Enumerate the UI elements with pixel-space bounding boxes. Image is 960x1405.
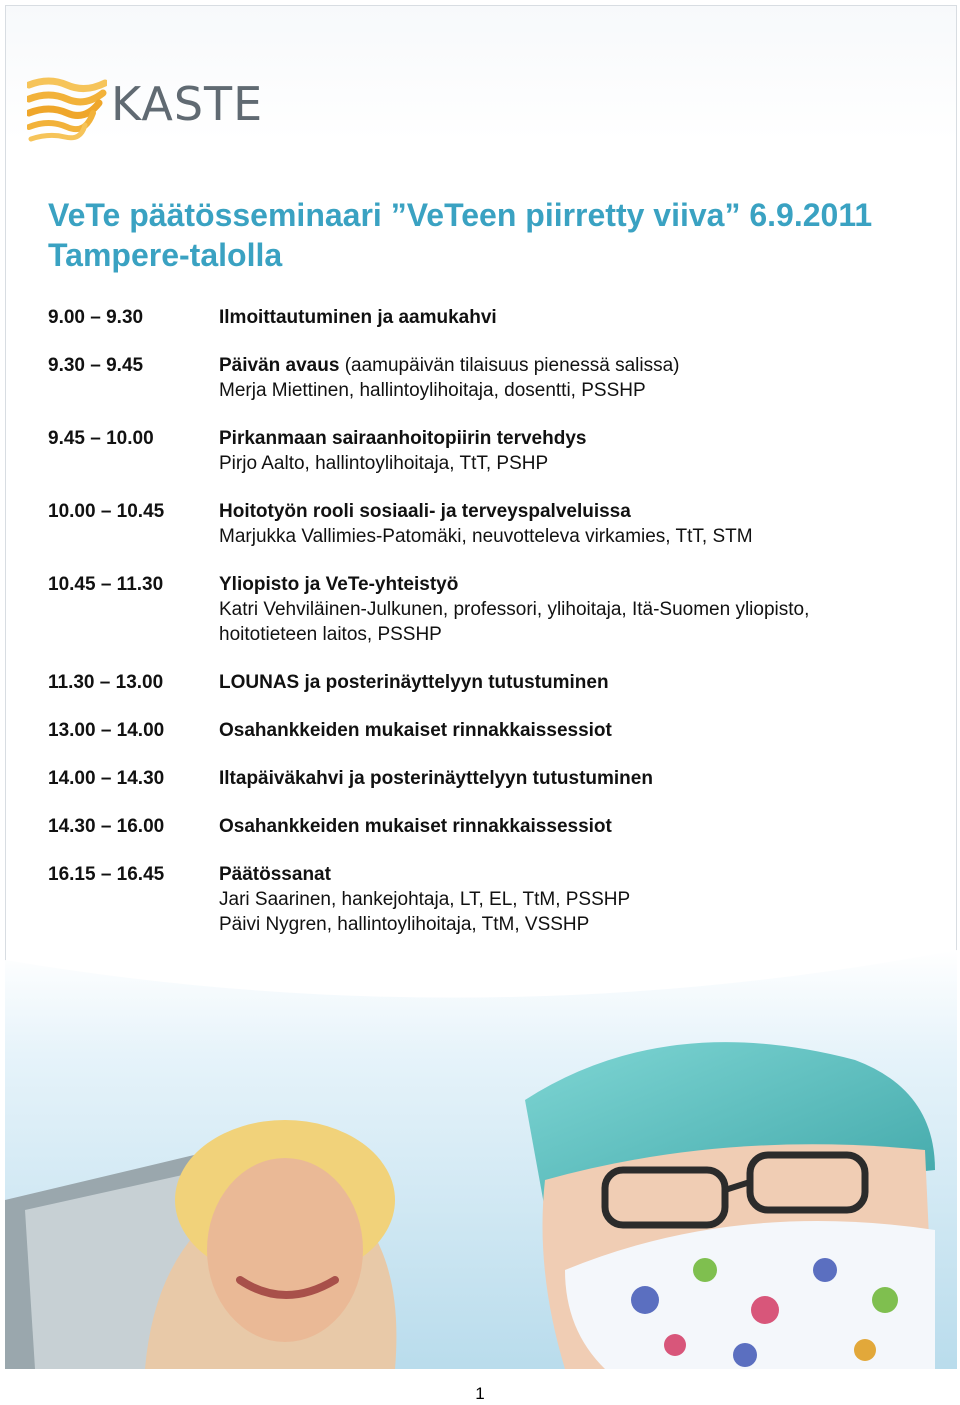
agenda-time: 13.00 – 14.00 [48, 720, 165, 741]
agenda-title: Iltapäiväkahvi ja posterinäyttelyyn tutustuminen [219, 768, 653, 789]
agenda-time: 9.00 – 9.30 [48, 307, 144, 328]
agenda-item [48, 499, 948, 549]
agenda-title-line [219, 718, 919, 743]
agenda-list [48, 305, 948, 937]
agenda-item [48, 718, 948, 743]
agenda-title-line [219, 426, 919, 451]
page-number: 1 [475, 1384, 485, 1403]
agenda-description [219, 814, 919, 839]
agenda-title-line [219, 305, 919, 330]
agenda-title: Yliopisto ja VeTe-yhteistyö [219, 574, 459, 595]
agenda-speaker: Merja Miettinen, hallintoylihoitaja, dosentti, PSSHP [219, 380, 646, 401]
agenda-speaker: Pirjo Aalto, hallintoylihoitaja, TtT, PSHP [219, 453, 549, 474]
agenda-time: 11.30 – 13.00 [48, 672, 164, 693]
agenda-title-line [219, 670, 919, 695]
agenda-title: Hoitotyön rooli sosiaali- ja terveyspalveluissa [219, 501, 631, 522]
agenda-title: LOUNAS ja posterinäyttelyyn tutustuminen [219, 672, 609, 693]
agenda-speaker: Marjukka Vallimies-Patomäki, neuvotteleva virkamies, TtT, STM [219, 526, 753, 547]
agenda-item [48, 426, 948, 476]
agenda-speaker: hoitotieteen laitos, PSSHP [219, 624, 442, 645]
kaste-logo [27, 75, 264, 155]
logo-text: KASTE [111, 77, 264, 131]
agenda-item [48, 572, 948, 647]
agenda-time: 14.30 – 16.00 [48, 816, 165, 837]
agenda-time: 14.00 – 14.30 [48, 768, 165, 789]
agenda-title-line [219, 499, 919, 524]
agenda-title: Pirkanmaan sairaanhoitopiirin tervehdys [219, 428, 587, 449]
agenda-item [48, 670, 948, 695]
agenda-description [219, 862, 919, 937]
agenda-title: Ilmoittautuminen ja aamukahvi [219, 307, 497, 328]
title-line-1: VeTe päätösseminaari ”VeTeen piirretty viiva” 6.9.2011 [48, 197, 873, 233]
agenda-description [219, 353, 919, 403]
agenda-description [219, 766, 919, 791]
agenda-item [48, 305, 948, 330]
wave-logo-icon [27, 75, 107, 150]
page-title [48, 195, 948, 275]
agenda-description [219, 499, 919, 549]
agenda-item [48, 862, 948, 937]
agenda-speaker: Jari Saarinen, hankejohtaja, LT, EL, TtM, PSSHP [219, 889, 631, 910]
agenda-description [219, 572, 919, 647]
agenda-time: 9.45 – 10.00 [48, 428, 154, 449]
agenda-time: 16.15 – 16.45 [48, 864, 165, 885]
agenda-title: Päätössanat [219, 864, 331, 885]
agenda-description [219, 718, 919, 743]
agenda-description [219, 305, 919, 330]
agenda-time: 9.30 – 9.45 [48, 355, 144, 376]
agenda-title-line [219, 572, 919, 597]
agenda-title: Osahankkeiden mukaiset rinnakkaissessiot [219, 720, 612, 741]
title-line-2: Tampere-talolla [48, 237, 283, 273]
page-frame [5, 5, 957, 1369]
agenda-item [48, 353, 948, 403]
agenda-item [48, 766, 948, 791]
agenda-note: (aamupäivän tilaisuus pienessä salissa) [339, 355, 680, 376]
agenda-title-line [219, 353, 919, 378]
agenda-title-line [219, 814, 919, 839]
agenda-speaker: Katri Vehviläinen-Julkunen, professori, ylihoitaja, Itä-Suomen yliopisto, [219, 599, 810, 620]
agenda-item [48, 814, 948, 839]
agenda-title: Päivän avaus [219, 355, 340, 376]
agenda-title-line [219, 862, 919, 887]
agenda-time: 10.00 – 10.45 [48, 501, 165, 522]
agenda-description [219, 670, 919, 695]
agenda-title: Osahankkeiden mukaiset rinnakkaissessiot [219, 816, 612, 837]
agenda-speaker: Päivi Nygren, hallintoylihoitaja, TtM, VSSHP [219, 914, 590, 935]
agenda-time: 10.45 – 11.30 [48, 574, 164, 595]
agenda-description [219, 426, 919, 476]
agenda-title-line [219, 766, 919, 791]
nurses-photo [5, 950, 957, 1369]
